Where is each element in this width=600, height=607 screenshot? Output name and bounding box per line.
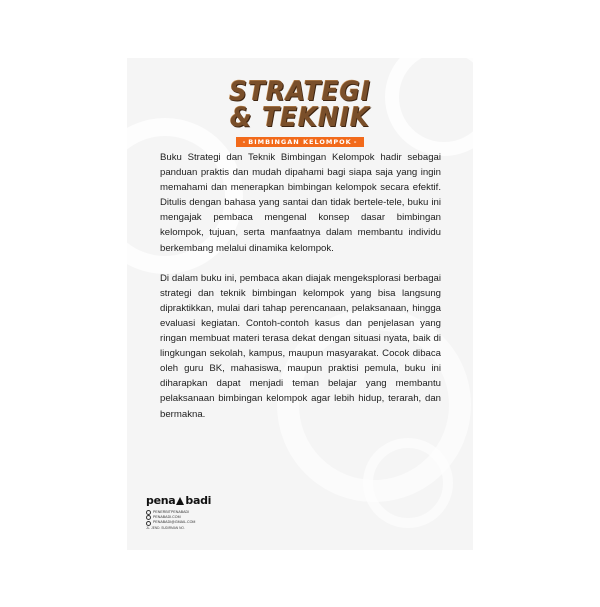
publisher-logo [146,494,236,507]
publisher-info [146,494,236,530]
instagram-handle: PENERBITPENABADI [153,510,190,514]
publisher-logo-mark [176,497,184,505]
blurb-paragraph-2: Di dalam buku ini, pembaca akan diajak mengeksplorasi berbagai strategi dan teknik bimbingan kelompok yang bisa langsung dipraktikkan, mulai dari tahap perencanaan, pelaksanaan, hingga evaluasi kegiatan. Contoh-contoh kasus dan penjelasan yang ringan membuat materi terasa dekat dengan situasi nyata, baik di lingkungan sekolah, kampus, maupun masyarakat. Cocok dibaca oleh guru BK, mahasiswa, maupun praktisi pemula, buku ini diharapkan dapat menjadi teman belajar yang membantu pelaksanaan bimbingan kelompok agar lebih hidup, terarah, dan bermakna. [160,272,441,420]
title-line-2: & TEKNIK [229,102,371,133]
book-title [127,78,473,149]
blurb-paragraph-1: Buku Strategi dan Teknik Bimbingan Kelompok hadir sebagai panduan praktis dan mudah dipahami bagi siapa saja yang ingin memahami dan menerapkan bimbingan kelompok secara efektif. Ditulis dengan bahasa yang santai dan tidak bertele-tele, buku ini mengajak pembaca mengenal konsep dasar bimbingan kelompok, tujuan, serta manfaatnya dalam membantu individu berkembang melalui dinamika kelompok. [160,152,441,254]
publisher-address: JL. JEND. SUDIRMAN NO. [146,525,185,530]
publisher-logo-part1: pena [146,494,176,507]
subtitle-dash: - [242,138,247,146]
subtitle-dash: - [353,138,358,146]
subtitle-text: BIMBINGAN KELOMPOK [248,138,352,146]
mail-icon [146,521,151,526]
title-line-1: STRATEGI [229,76,371,107]
decorative-circle [363,438,453,528]
book-subtitle [236,137,365,147]
website-text: PENABADI.COM [153,515,181,520]
publisher-email [146,520,236,525]
book-blurb [160,150,441,422]
email-text: PENABADI@GMAIL.COM [153,520,196,525]
publisher-logo-part2: badi [185,494,212,507]
book-back-cover [127,58,473,550]
